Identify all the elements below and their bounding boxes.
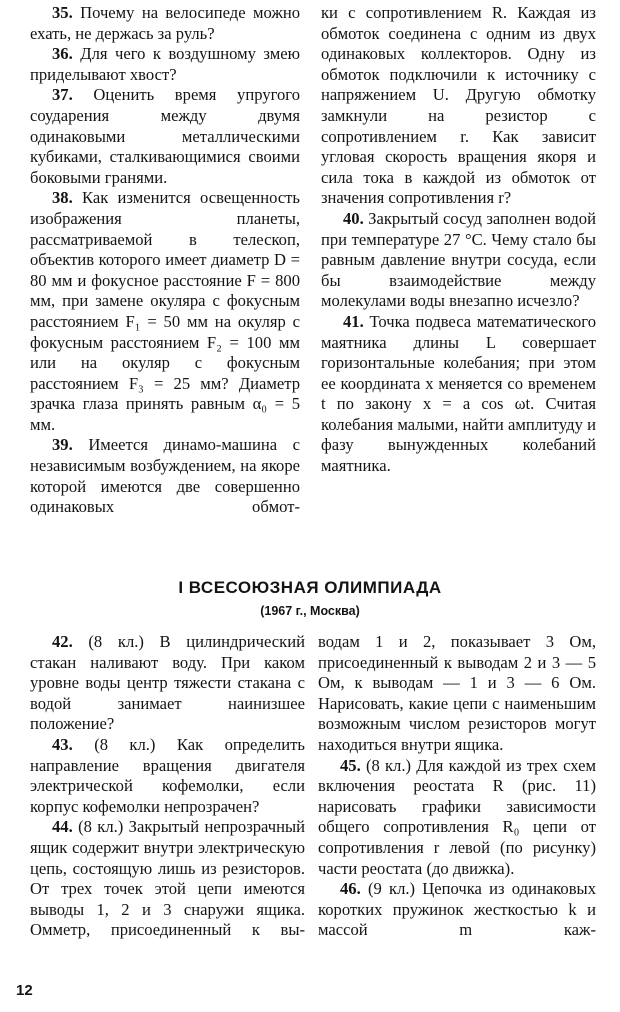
problem-number: 39. <box>52 435 73 455</box>
problem-44-continued <box>318 632 596 756</box>
problem-text: водам 1 и 2, показывает 3 Ом, присоединенный к выводам 2 и 3 — 5 Ом, к выводам — 1 и 3 — 6 Ом. Нарисовать, какие цепи с наименьшим возможным числом резисторов могут находиться внутри ящика. <box>318 632 596 754</box>
problem-40 <box>321 209 596 312</box>
problem-text: Почему на велосипеде можно ехать, не держась за руль? <box>30 3 300 43</box>
problem-36 <box>30 44 300 85</box>
problem-text: Для чего к воздушному змею приделывают хвост? <box>30 44 300 84</box>
problem-text: Как изменится освещенность изображения планеты, рассматриваемой в телескоп, объектив которого имеет диаметр D = 80 мм и фокусное расстояние F = 800 мм, при замене окуляра с фокусным расстоянием F₁ = 50 мм на окуляр с фокусным расстоянием F₂ = 100 мм или на окуляр с фокусным расстоянием F₃ = 25 мм? Диаметр зрачка глаза принять равным α₀ = 5 мм. <box>30 188 301 434</box>
problem-text: Имеется динамо-машина с независимым возбуждением, на якоре которой имеются две совершенно одинаковых обмот- <box>30 435 300 517</box>
problem-number: 36. <box>52 44 73 64</box>
problem-45 <box>318 756 596 880</box>
problem-text: (8 кл.) В цилиндрический стакан наливают воду. При каком уровне воды центр тяжести стакана с водой занимает наинизшее положение? <box>30 632 305 734</box>
problem-text: (8 кл.) Закрытый непрозрачный ящик содержит внутри электрическую цепь, состоящую лишь из резисторов. От трех точек этой цепи имеются выводы 1, 2 и 3 снаружи ящика. Омметр, присоединенный к вы- <box>30 817 305 940</box>
problem-39-continued <box>321 3 596 209</box>
problem-43 <box>30 735 305 817</box>
problem-44-start <box>30 817 305 941</box>
problem-42 <box>30 632 305 735</box>
section-subheading: (1967 г., Москва) <box>260 604 360 618</box>
problem-46-start <box>318 879 596 941</box>
problem-text: ки с сопротивлением R. Каждая из обмоток соединена с одним из двух одинаковых коллекторов. Одну из обмоток подключили к источнику с напряжением U. Другую обмотку замкнули на резистор с сопротивлением r. Как зависит угловая скорость вращения якоря и сила тока в каждой из обмоток от значения сопротивления r? <box>321 3 596 208</box>
problem-number: 41. <box>343 311 364 331</box>
section-heading: I ВСЕСОЮЗНАЯ ОЛИМПИАДА <box>178 578 442 597</box>
column-bottom-right <box>318 632 596 941</box>
problem-number: 45. <box>340 755 361 775</box>
problem-number: 46. <box>340 879 361 899</box>
problem-number: 42. <box>52 632 73 651</box>
problem-text: Закрытый сосуд заполнен водой при температуре 27 °C. Чему стало бы равным давление внутри сосуда, если бы взаимодействие между молекулами воды внезапно исчезло? <box>321 208 596 311</box>
problem-number: 38. <box>52 188 73 208</box>
problem-number: 40. <box>343 208 364 228</box>
column-top-left <box>30 3 300 518</box>
problem-number: 37. <box>52 85 73 105</box>
problem-text: (8 кл.) Для каждой из трех схем включения реостата R (рис. 11) нарисовать графики зависимости общего сопротивления R₀ цепи от сопротивления r левой (по рисунку) части реостата (до движка). <box>318 755 596 878</box>
problem-41 <box>321 312 596 477</box>
problem-number: 35. <box>52 3 73 22</box>
problem-number: 43. <box>52 734 73 754</box>
column-bottom-left <box>30 632 305 941</box>
problem-number: 44. <box>52 817 73 837</box>
problem-39-start <box>30 435 300 517</box>
problem-text: Оценить время упругого соударения между двумя одинаковыми металлическими кубиками, сталкивающимися своими боковыми гранями. <box>30 85 300 187</box>
problem-text: (9 кл.) Цепочка из одинаковых коротких пружинок жесткостью k и массой m каж- <box>318 879 596 940</box>
problem-35 <box>30 3 300 44</box>
problem-text: (8 кл.) Как определить направление вращения двигателя электрической кофемолки, если корпус кофемолки непрозрачен? <box>30 734 305 816</box>
problem-text: Точка подвеса математического маятника длины L совершает горизонтальные колебания; при этом ее координата x меняется со временем t по закону x = a cos ωt. Считая колебания малыми, найти амплитуду и фазу вынужденных колебаний маятника. <box>321 311 596 476</box>
problem-37 <box>30 85 300 188</box>
problem-38 <box>30 188 300 435</box>
page-number: 12 <box>16 982 33 999</box>
column-top-right <box>321 3 596 477</box>
